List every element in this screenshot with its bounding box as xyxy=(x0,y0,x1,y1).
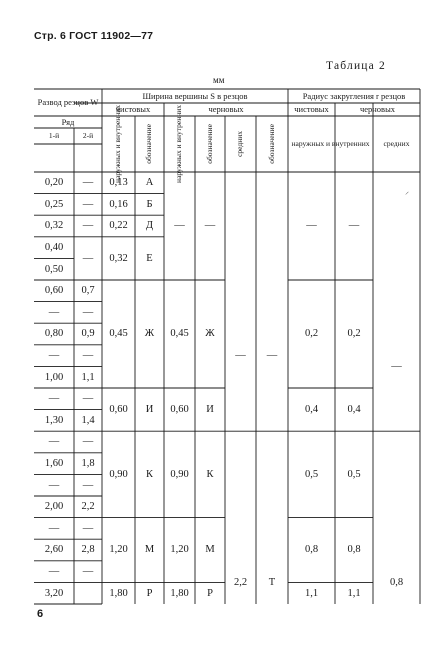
col-r-chern-header: черновых xyxy=(359,104,396,115)
cell-row1: — xyxy=(48,393,60,405)
cell-row2: 1,8 xyxy=(81,458,95,470)
page-number: 6 xyxy=(37,608,44,620)
cell-chern-code: — xyxy=(204,220,216,232)
cell-sred-width: — xyxy=(235,350,246,362)
cell-row1: — xyxy=(48,350,60,362)
col-r-naruzh-header: наружных и внутренних xyxy=(291,139,370,149)
col-chist-oboz-header-cell xyxy=(135,116,164,172)
cell-row2: 2,2 xyxy=(81,501,95,513)
col-sred-oboz-header-cell xyxy=(256,116,288,172)
col-chern-naruzh-header: наружных и внутренних xyxy=(174,105,184,183)
cell-row1: 1,60 xyxy=(44,458,64,470)
cell-chist-width: 0,22 xyxy=(109,220,128,232)
col-chern-header: черновых xyxy=(208,104,244,115)
cell-chist-code: Б xyxy=(146,198,153,210)
cell-row2: 1,1 xyxy=(81,371,95,383)
cell-r-chist: 1,1 xyxy=(304,587,319,599)
cell-row1: 0,20 xyxy=(44,177,64,189)
cell-row1: — xyxy=(48,306,60,318)
col-shirina-header: Ширина вершины S в резцов xyxy=(142,90,248,101)
cell-row1: — xyxy=(48,479,60,491)
cell-chern-code: М xyxy=(205,544,215,556)
cell-r-chist: 0,2 xyxy=(304,328,319,340)
cell-row1: 1,00 xyxy=(44,371,64,383)
cell-r-chern-naruzh: 0,8 xyxy=(347,544,361,556)
cell-chist-width: 0,16 xyxy=(109,198,128,210)
cell-sred-width: 2,2 xyxy=(233,576,248,588)
col-r-sred-header: средних xyxy=(383,139,410,149)
col-chern-oboz-header-cell xyxy=(195,116,225,172)
cell-row2: — xyxy=(82,252,94,264)
cell-row2: 1,4 xyxy=(81,414,95,426)
cell-r-chern-naruzh: 0,4 xyxy=(347,404,361,416)
cell-chist-code: Ж xyxy=(144,328,155,340)
col-radius-header: Радиус закругления r резцов xyxy=(302,90,406,101)
cell-r-chist: 0,5 xyxy=(304,468,319,480)
cell-chern-width: 0,90 xyxy=(170,468,189,480)
cell-row1: 0,25 xyxy=(44,198,64,210)
col-razvod-header: Развод резцов W xyxy=(37,97,99,108)
col-ryad1-header: 1-й xyxy=(48,131,60,141)
cell-chern-width: 1,80 xyxy=(170,587,189,599)
cell-chist-width: 0,45 xyxy=(109,328,128,340)
col-ryad-header: Ряд xyxy=(61,116,75,127)
cell-sred-code: Т xyxy=(268,576,276,588)
cell-row1: 0,40 xyxy=(44,242,64,254)
cell-chist-code: А xyxy=(145,177,154,189)
col-sred-oboz-header: обозначение xyxy=(266,124,276,164)
col-chern-oboz-header: обозначение xyxy=(204,124,214,164)
cell-row2: — xyxy=(82,350,94,362)
cell-row1: 2,60 xyxy=(44,544,64,556)
cell-row2: 0,7 xyxy=(81,285,95,297)
cell-row2: — xyxy=(82,177,94,189)
col-chist-naruzh-header: наружных и внутренних xyxy=(113,105,123,183)
cell-chern-code: И xyxy=(206,404,214,416)
cell-chist-width: 1,20 xyxy=(109,544,128,556)
cell-row2: — xyxy=(82,522,94,534)
unit-label: мм xyxy=(213,75,225,85)
cell-r-chist: — xyxy=(306,220,317,232)
cell-chern-code: Р xyxy=(207,587,213,599)
cell-chern-code: Ж xyxy=(205,328,215,340)
cell-chern-width: 0,60 xyxy=(170,404,189,416)
cell-chist-code: Р xyxy=(146,587,153,599)
cell-row1: 0,80 xyxy=(44,328,64,340)
cell-row2: — xyxy=(82,220,94,232)
cell-row1: — xyxy=(48,436,60,448)
margin-mark: ⸝ xyxy=(405,187,409,196)
cell-row1: 2,00 xyxy=(44,501,64,513)
cell-row2: — xyxy=(82,479,94,491)
cell-row1: 0,50 xyxy=(44,263,64,275)
cell-row1: — xyxy=(48,566,60,578)
cell-chern-width: — xyxy=(174,220,185,232)
cell-chist-width: 0,13 xyxy=(109,177,128,189)
cell-r-chern-sred: — xyxy=(391,360,402,372)
cell-chist-width: 1,80 xyxy=(109,587,128,599)
cell-chern-code: К xyxy=(206,468,214,480)
cell-chist-code: К xyxy=(145,468,153,480)
cell-chist-width: 0,32 xyxy=(109,252,128,264)
cell-r-chist: 0,8 xyxy=(304,544,319,556)
page-header: Стр. 6 ГОСТ 11902—77 xyxy=(34,30,154,42)
cell-chist-width: 0,90 xyxy=(109,468,128,480)
cell-r-chist: 0,4 xyxy=(304,404,319,416)
cell-row2: — xyxy=(82,306,94,318)
cell-r-chern-naruzh: 0,5 xyxy=(347,468,361,480)
cell-chist-code: Д xyxy=(145,220,154,232)
cell-chist-width: 0,60 xyxy=(109,404,128,416)
cell-row2: 0,9 xyxy=(81,328,95,340)
cell-row2: — xyxy=(82,436,94,448)
cell-chern-width: 0,45 xyxy=(170,328,189,340)
cell-row2: — xyxy=(82,198,94,210)
col-r-chist-header: чистовых xyxy=(294,104,329,115)
cell-row1: — xyxy=(48,522,60,534)
cell-sred-code: — xyxy=(266,350,278,362)
col-chist-header: чистовых xyxy=(115,104,151,115)
cell-row1: 3,20 xyxy=(44,587,64,599)
cell-row2: — xyxy=(82,566,94,578)
cell-chist-code: М xyxy=(144,544,155,556)
cell-chist-code: Е xyxy=(146,252,153,264)
col-sred-header: средних xyxy=(235,131,245,157)
col-ryad2-header: 2-й xyxy=(82,131,94,141)
cell-row1: 0,32 xyxy=(44,220,64,232)
table-label: Таблица 2 xyxy=(326,60,386,72)
cell-row1: 1,30 xyxy=(44,414,64,426)
cell-r-chern-sred: 0,8 xyxy=(389,576,404,588)
cell-r-chern-naruzh: 0,2 xyxy=(347,328,361,340)
cell-row1: 0,60 xyxy=(44,285,64,297)
col-sred-header-cell xyxy=(225,116,256,172)
cell-r-chern-naruzh: 1,1 xyxy=(347,587,361,599)
cell-row2: — xyxy=(82,393,94,405)
col-chist-oboz-header: обозначение xyxy=(144,124,154,164)
cell-r-chern-naruzh: — xyxy=(348,220,360,232)
cell-chern-width: 1,20 xyxy=(170,544,189,556)
col-chern-naruzh-header-cell xyxy=(164,105,195,183)
cell-row2: 2,8 xyxy=(81,544,95,556)
cell-chist-code: И xyxy=(145,404,154,416)
